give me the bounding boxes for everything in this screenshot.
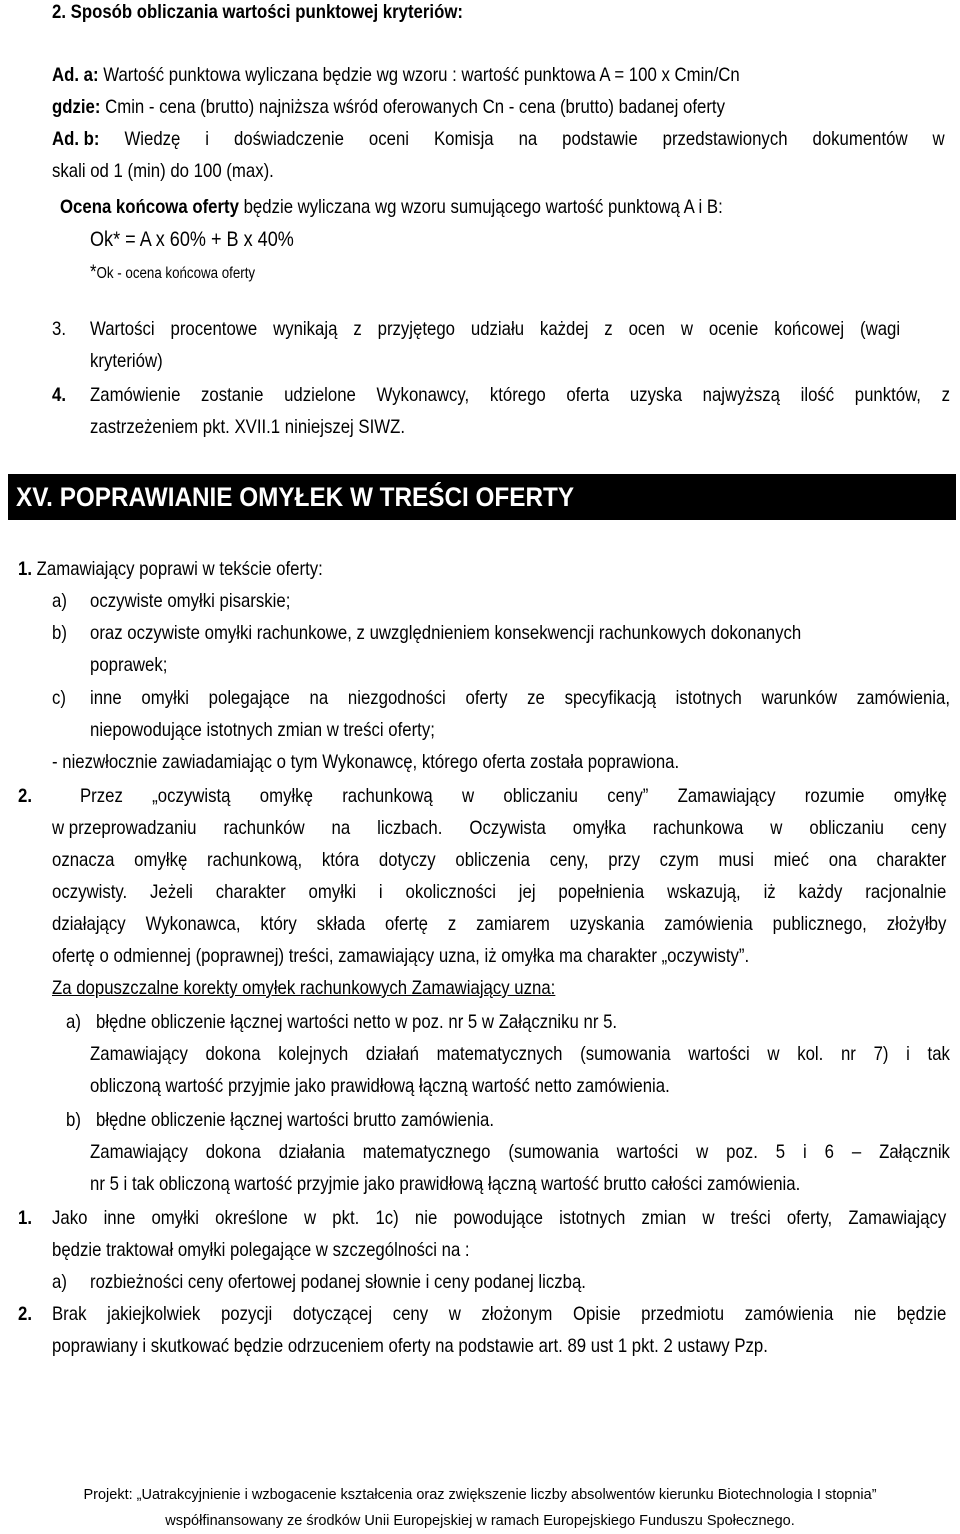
q2-line-1 [52,1302,946,1326]
word: charakter [215,881,286,903]
word: Załącznik [879,1141,950,1163]
word: specyfikacją [564,687,656,709]
word: Zamawiający [90,1043,188,1065]
word: rachunkową, [207,849,303,871]
word: Zamówienie [90,384,181,406]
xv-p2-line-5 [52,912,946,936]
word: 7) [873,1043,889,1065]
word: ceny [910,817,947,839]
word: Zamawiający [90,1141,188,1163]
word: zamiarem [476,913,550,935]
word: z [447,913,457,935]
p3-line-2: kryteriów) [90,350,163,372]
word: powodujące [453,1207,543,1229]
korekta-a-line-1 [90,1042,950,1066]
q2-line-2: poprawiany i skutkować będzie odrzuceniem oferty na podstawie art. 89 ust 1 pkt. 2 ustawy Pzp. [52,1335,768,1357]
xv-p1-line [18,557,323,581]
word: działań [365,1043,419,1065]
korekta-b-text: błędne obliczenie łącznej wartości brutto zamówienia. [96,1109,495,1131]
ad-a-text: Wartość punktowa wyliczana będzie wg wzoru : wartość punktowa A = 100 x Cmin/Cn [98,64,740,86]
word: i [378,881,383,903]
word: składa [316,913,366,935]
word: z [604,318,613,340]
word: rachunkową [342,785,433,807]
word: Wykonawcy, [376,384,470,406]
word: „oczywistą [152,785,231,807]
word: przyjętego [377,318,455,340]
word: kol. [797,1043,824,1065]
p3-line [90,317,900,341]
word: obliczaniu [809,817,884,839]
word: treści [730,1207,771,1229]
word: jej [518,881,536,903]
word: złożonym [481,1303,553,1325]
xv-p2-line-2 [52,816,946,840]
word: omyłkę [259,785,313,807]
xv-p1-text: Zamawiający poprawi w tekście oferty: [31,558,323,580]
word: w przeprowadzaniu [52,817,197,839]
ocena-label: Ocena końcowa oferty [60,196,239,218]
word: na [518,128,538,150]
section-xv-heading-band [8,474,956,520]
xv-c-cont: niepowodujące istotnych zmian w treści oferty; [90,719,435,741]
word: wskazują, [667,881,741,903]
word: zmian [641,1207,687,1229]
ad-b-label: Ad. b: [52,128,100,150]
word: omyłkę [893,785,947,807]
formula-note [90,260,255,286]
word: charakter [876,849,947,871]
word: matematycznego [362,1141,491,1163]
word: w [702,1207,715,1229]
word: Komisja [433,128,494,150]
xv-p2-line-1 [80,784,947,808]
word: publicznego, [772,913,867,935]
word: oferty, [786,1207,833,1229]
word: Wiedzę [124,128,181,150]
q1a-text: rozbieżności ceny ofertowej podanej słownie i ceny podanej liczbą. [90,1271,586,1293]
word: ocenie [708,318,759,340]
word: w [932,128,945,150]
word: ona [828,849,857,871]
word: w [304,1207,317,1229]
word: Opisie [572,1303,621,1325]
word: z [941,384,950,406]
word: liczbach. [377,817,443,839]
gdzie-label: gdzie: [52,96,101,118]
word: omyłkę [134,849,188,871]
word: poz. [726,1141,758,1163]
word: Wartości [90,318,155,340]
word: – [851,1141,862,1163]
xv-p2-line-6: ofertę o odmiennej (poprawnej) treści, zamawiający uzna, iż omyłka ma charakter „oczywisty”. [52,945,750,967]
word: wynikają [273,318,338,340]
word: przedmiotu [641,1303,725,1325]
word: Brak [52,1303,87,1325]
word: Jako [52,1207,88,1229]
word: ilość [800,384,835,406]
word: 1c) [375,1207,399,1229]
word: inne [90,687,122,709]
word: rozumie [804,785,865,807]
korekta-b-label: b) [66,1109,81,1131]
word: każdej [539,318,589,340]
footer-funding-line: współfinansowany ze środków Unii Europejskiej w ramach Europejskiego Funduszu Społecznego. [165,1513,795,1529]
p4-line-2: zastrzeżeniem pkt. XVII.1 niniejszej SIWZ. [90,416,406,438]
xv-c-label: c) [52,687,66,709]
xv-a-label: a) [52,590,67,612]
p4-number: 4. [52,384,66,406]
korekta-a-line-2: obliczoną wartość przyjmie jako prawidłową łączną wartość netto zamówienia. [90,1075,670,1097]
word: będzie [896,1303,947,1325]
korekta-b-line-2: nr 5 i tak obliczoną wartość przyjmie jako prawidłową łączną wartość brutto całości zamówienia. [90,1173,801,1195]
word: pkt. [332,1207,360,1229]
ad-b-line [52,127,945,151]
word: i [205,128,210,150]
word: oferty [465,687,508,709]
word: ceny, [549,849,589,871]
word: warunków [761,687,838,709]
word: iż [763,881,776,903]
word: na [309,687,329,709]
korekta-a-label: a) [66,1011,81,1033]
ocena-text: będzie wyliczana wg wzoru sumującego wartość punktową A i B: [238,196,723,218]
ad-a-label: Ad. a: [52,64,99,86]
word: omyłki [151,1207,199,1229]
word: z [353,318,362,340]
word: dokona [205,1141,261,1163]
word: na [331,817,351,839]
word: udziału [470,318,525,340]
xv-a-text: oczywiste omyłki pisarskie; [90,590,291,612]
footer-project-line: Projekt: „Uatrakcyjnienie i wzbogacenie kształcenia oraz zwiększenie liczby absolwentów kierunku Biotechnologia I stopnia” [83,1487,877,1503]
word: każdy [798,881,843,903]
word: w [696,1141,709,1163]
word: popełnienia [558,881,645,903]
word: mieć [773,849,810,871]
word: dokona [205,1043,261,1065]
word: uzyska [629,384,683,406]
word: dokumentów [812,128,908,150]
word: udzielone [284,384,356,406]
word: jakiejkolwiek [107,1303,201,1325]
word: złożyłby [886,913,947,935]
gdzie-text: Cmin - cena (brutto) najniższa wśród oferowanych Cn - cena (brutto) badanej oferty [100,96,725,118]
xv-b-cont: poprawek; [90,654,168,676]
q2-number: 2. [18,1303,32,1325]
note-star: * [90,261,97,283]
word: dotyczącej [292,1303,373,1325]
q1-line-1 [52,1206,946,1230]
xv-c-line [90,686,950,710]
word: zamówienia [744,1303,834,1325]
word: ocen [628,318,665,340]
word: matematycznych [436,1043,563,1065]
word: Zamawiający [848,1207,947,1229]
word: wartości [616,1141,679,1163]
word: wartości [688,1043,750,1065]
word: (sumowania [508,1141,599,1163]
word: obliczaniu [503,785,578,807]
word: przedstawionych [662,128,788,150]
word: określone [215,1207,288,1229]
word: ceny [392,1303,429,1325]
korekta-b-line-1 [90,1140,950,1164]
word: w [680,318,693,340]
p3-number: 3. [52,318,66,340]
word: kolejnych [278,1043,349,1065]
word: zamówienia, [856,687,950,709]
word: inne [103,1207,136,1229]
ad-a-line [52,63,740,87]
word: (wagi [860,318,901,340]
word: omyłki [141,687,189,709]
word: ze [527,687,545,709]
korekta-a-text: błędne obliczenie łącznej wartości netto w poz. nr 5 w Załączniku nr 5. [96,1011,618,1033]
word: Przez [80,785,123,807]
p4-line [90,383,950,407]
word: Zamawiający [677,785,776,807]
word: punktów, [854,384,921,406]
word: którego [489,384,546,406]
word: w [767,1043,780,1065]
word: musi [718,849,754,871]
word: obliczenia [455,849,530,871]
word: czym [659,849,699,871]
word: racjonalnie [865,881,947,903]
xv-b-label: b) [52,622,67,644]
word: nie [853,1303,877,1325]
word: ceny” [607,785,649,807]
word: zamówienia [664,913,753,935]
word: doświadczenie [233,128,344,150]
word: nr [840,1043,856,1065]
word: w [461,785,475,807]
q1a-label: a) [52,1271,67,1293]
word: działający [52,913,126,935]
word: okoliczności [405,881,496,903]
word: w [770,817,783,839]
word: dotyczy [378,849,436,871]
word: oferta [566,384,610,406]
q1-number: 1. [18,1207,32,1229]
word: i [906,1043,910,1065]
word: rachunkowa [652,817,744,839]
word: nie [414,1207,438,1229]
word: Jeżeli [150,881,193,903]
word: 5 [775,1141,786,1163]
korekty-heading: Za dopuszczalne korekty omyłek rachunkowych Zamawiający uzna: [52,977,556,999]
word: procentowe [170,318,258,340]
word: która [321,849,360,871]
word: istotnych [559,1207,626,1229]
word: pozycji [220,1303,273,1325]
word: omyłki [308,881,357,903]
xv-dash-line: - niezwłocznie zawiadamiając o tym Wykonawcę, którego oferta została poprawiona. [52,751,680,773]
word: końcowej [774,318,845,340]
word: tak [927,1043,950,1065]
word: działania [278,1141,345,1163]
word: istotnych [675,687,742,709]
ad-b-line-2: skali od 1 (min) do 100 (max). [52,160,274,182]
word: i [802,1141,807,1163]
formula: Ok* = A x 60% + B x 40% [90,228,294,251]
word: oczywisty. [52,881,128,903]
word: który [260,913,297,935]
word: zostanie [201,384,264,406]
word: oceni [368,128,410,150]
xv-p2-line-3 [52,848,946,872]
word: (sumowania [580,1043,671,1065]
ocena-line [60,195,723,219]
section-xv-heading: XV. POPRAWIANIE OMYŁEK W TREŚCI OFERTY [16,482,575,512]
word: oznacza [52,849,115,871]
word: rachunków [223,817,305,839]
word: przy [608,849,640,871]
xv-b-text: oraz oczywiste omyłki rachunkowe, z uwzględnieniem konsekwencji rachunkowych dokonanych [90,622,802,644]
xv-p2-number: 2. [18,785,32,807]
xv-p1-number: 1. [18,558,32,580]
word: najwyższą [702,384,781,406]
word: niezgodności [347,687,446,709]
word: Wykonawca, [145,913,241,935]
word: uzyskania [569,913,645,935]
word: polegające [208,687,290,709]
gdzie-line [52,95,725,119]
note-text: Ok - ocena końcowa oferty [96,265,256,282]
word: w [448,1303,461,1325]
word: Oczywista [469,817,546,839]
q1-line-2: będzie traktował omyłki polegające w szczególności na : [52,1239,470,1261]
xv-p2-line-4 [52,880,946,904]
word: podstawie [562,128,638,150]
word: omyłka [572,817,626,839]
word: ofertę [385,913,428,935]
section-heading: 2. Sposób obliczania wartości punktowej kryteriów: [52,1,463,23]
word: 6 [824,1141,834,1163]
